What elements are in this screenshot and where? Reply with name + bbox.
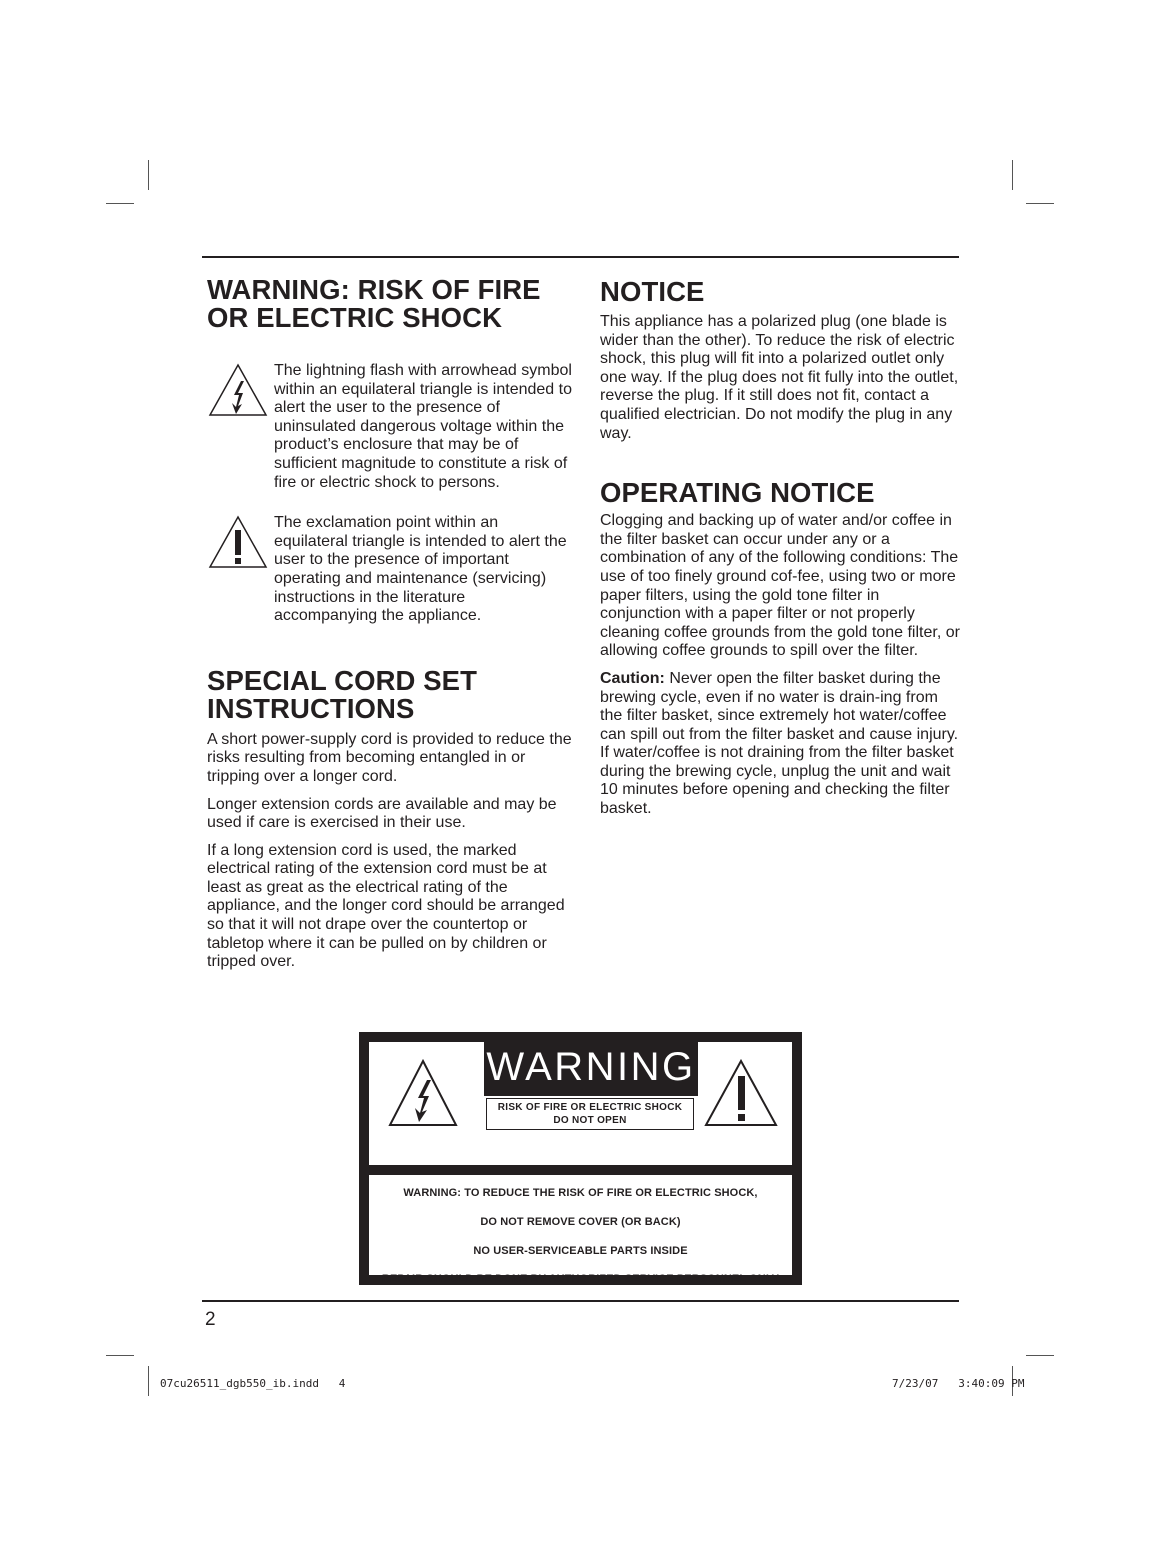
right-column <box>600 276 962 819</box>
warning-label-body <box>369 1175 792 1285</box>
warning-subtitle-line2: DO NOT OPEN <box>553 1115 627 1126</box>
notice-heading: NOTICE <box>600 276 705 307</box>
exclamation-triangle-icon <box>703 1058 779 1133</box>
operating-notice-heading: OPERATING NOTICE <box>600 477 875 509</box>
crop-mark <box>106 203 134 204</box>
warning-label <box>359 1032 802 1285</box>
caution-paragraph <box>600 670 962 819</box>
notice-paragraph: This appliance has a polarized plug (one blade is wider than the other). To reduce the risk of electric shock, this plug will fit into a polarized outlet only one way. If the plug does not fit fully into the outlet, reverse the plug. If it still does not fit, contact a qualified electrician. Do not modify the plug in any way. <box>600 313 959 442</box>
exclamation-triangle-icon <box>207 514 274 575</box>
warning-heading-line1: WARNING: RISK OF FIRE <box>207 274 541 305</box>
exclamation-symbol-row <box>207 514 572 626</box>
footer-timestamp: 7/23/07 3:40:09 PM <box>892 1377 1025 1390</box>
footer-filename: 07cu26511_dgb550_ib.indd 4 <box>160 1377 346 1390</box>
warning-label-header <box>369 1042 792 1165</box>
lightning-triangle-icon <box>387 1058 459 1133</box>
warning-heading-line2: OR ELECTRIC SHOCK <box>207 302 503 333</box>
lightning-description: The lightning flash with arrowhead symbol within an equilateral triangle is intended to alert the user to the presence of uninsulated dangerous voltage within the product’s enclosure that may be of sufficient magnitude to constitute a risk of fire or electric shock to persons. <box>274 362 572 491</box>
warning-line-2: DO NOT REMOVE COVER (OR BACK) <box>480 1216 681 1228</box>
cord-paragraph-3: If a long extension cord is used, the marked electrical rating of the extension cord must be at least as great as the electrical rating of the appliance, and the longer cord should be arranged so that it will not drape over the countertop or tabletop where it can be pulled on by children or tripped over. <box>207 841 565 971</box>
lightning-triangle-icon <box>207 362 274 423</box>
warning-banner: WARNING <box>484 1042 698 1096</box>
cord-heading-line2: INSTRUCTIONS <box>207 692 415 724</box>
warning-heading <box>207 276 572 332</box>
operating-paragraph: Clogging and backing up of water and/or coffee in the filter basket can occur under any or a combination of any of the following conditions: The use of too finely ground cof-fee, using two or more paper filters, using the gold tone filter in conjunction with a paper filter or not properly cleaning coffee grounds from the gold tone filter, or allowing coffee grounds to spill over the filter. <box>600 512 960 660</box>
crop-mark <box>148 1366 149 1396</box>
warning-line-4: REPAIR SHOULD BE DONE BY AUTHORIZED SERVICE PERSONNEL ONLY <box>381 1273 780 1285</box>
bottom-rule <box>202 1300 959 1302</box>
cord-paragraph-1: A short power-supply cord is provided to reduce the risks resulting from becoming entangled in or tripping over a longer cord. <box>207 730 572 785</box>
warning-subtitle <box>486 1098 694 1130</box>
crop-mark <box>1026 203 1054 204</box>
crop-mark <box>1026 1355 1054 1356</box>
cord-paragraph-2: Longer extension cords are available and may be used if care is exercised in their use. <box>207 795 557 832</box>
page-number: 2 <box>205 1309 216 1330</box>
warning-line-3: NO USER-SERVICEABLE PARTS INSIDE <box>473 1245 688 1257</box>
lightning-symbol-row <box>207 362 572 492</box>
cord-set-heading <box>207 664 572 724</box>
crop-mark <box>106 1355 134 1356</box>
caution-label: Caution: <box>600 669 665 687</box>
cord-heading-line1: SPECIAL CORD SET <box>207 664 478 696</box>
warning-line-1: WARNING: TO REDUCE THE RISK OF FIRE OR ELECTRIC SHOCK, <box>403 1187 758 1199</box>
caution-text: Never open the filter basket during the brewing cycle, even if no water is drain-ing from the filter basket, since extremely hot water/coffee can spill out from the filter basket and cause injury. If water/coffee is not draining from the filter basket during the brewing cycle, unplug the unit and wait 10 minutes before opening and checking the filter basket. <box>600 669 959 818</box>
left-column <box>207 276 572 972</box>
crop-mark <box>1012 160 1013 190</box>
exclamation-description: The exclamation point within an equilateral triangle is intended to alert the user to the presence of important operating and maintenance (servicing) instructions in the literature accompanying the appliance. <box>274 514 567 625</box>
warning-subtitle-line1: RISK OF FIRE OR ELECTRIC SHOCK <box>497 1102 683 1113</box>
crop-mark <box>148 160 149 190</box>
top-rule <box>202 256 959 258</box>
